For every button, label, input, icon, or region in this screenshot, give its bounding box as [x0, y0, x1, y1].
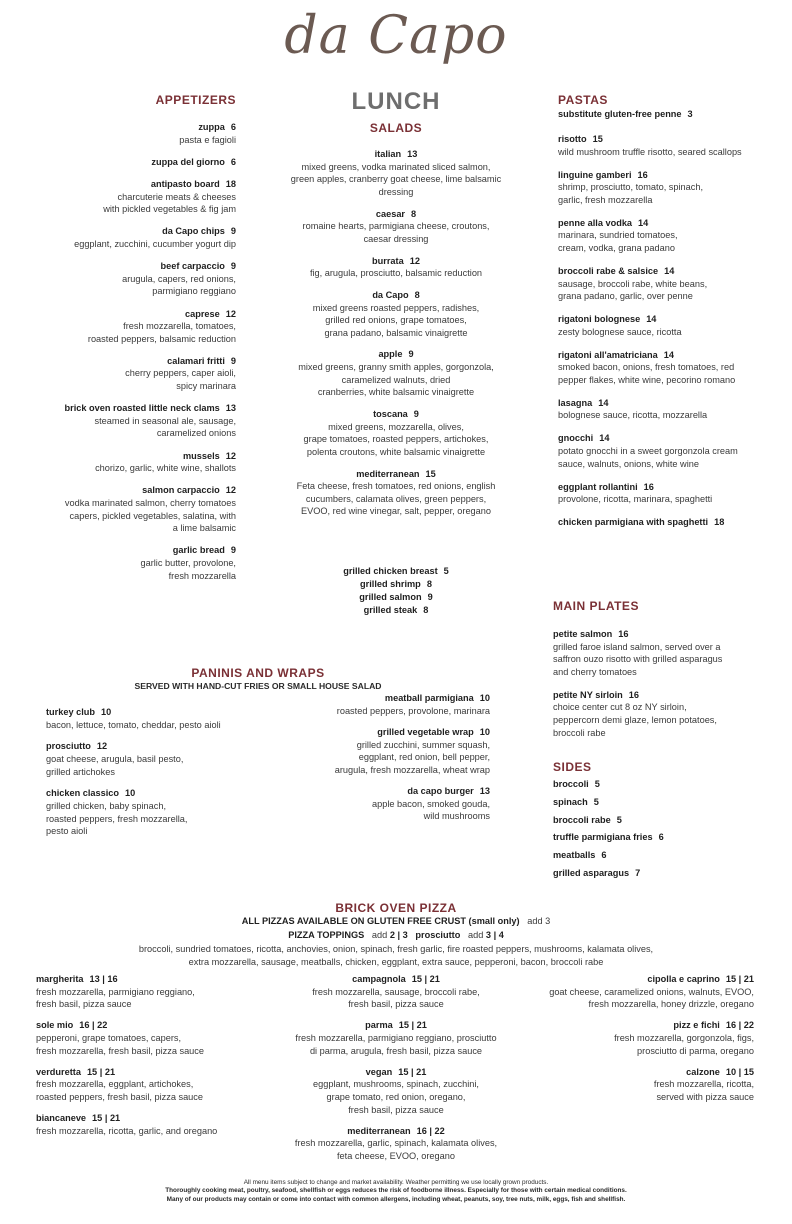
menu-item-price: 15	[425, 468, 436, 479]
menu-item	[262, 408, 530, 458]
appetizers-list	[10, 121, 236, 582]
menu-item	[46, 706, 286, 731]
menu-item	[280, 692, 490, 717]
menu-item-price: 15 | 21	[92, 1113, 121, 1124]
menu-item-price: 13	[479, 786, 490, 797]
menu-item-name: mediterranean	[347, 1125, 411, 1136]
menu-item-price: 12	[225, 308, 236, 319]
menu-item-name: parma	[365, 1020, 393, 1031]
menu-item	[260, 1066, 532, 1116]
menu-item-price: 8	[423, 604, 429, 615]
menu-item-description: caramelized onions	[156, 428, 236, 439]
menu-item-price: 8	[411, 208, 417, 219]
menu-item-name: salmon carpaccio	[142, 485, 220, 496]
menu-item-price: 5	[593, 796, 599, 807]
menu-item-name: grilled chicken breast	[343, 566, 438, 576]
menu-item-description: zesty bolognese sauce, ricotta	[558, 326, 682, 337]
menu-item-name: mussels	[182, 450, 220, 461]
menu-item-description: steamed in seasonal ale, sausage,	[94, 415, 236, 426]
menu-item-name: campagnola	[352, 974, 406, 984]
menu-item	[553, 796, 788, 809]
menu-item	[262, 289, 530, 339]
menu-item-description: cucumbers, calamata olives, green peppers,	[305, 493, 487, 504]
appetizers-heading: APPETIZERS	[155, 93, 236, 107]
menu-item	[300, 565, 492, 578]
menu-item-name: da Capo chips	[162, 226, 225, 237]
menu-item-description: green apples, cranberry goat cheese, lime balsamic	[290, 174, 502, 185]
menu-item-description: grana padano, garlic, over penne	[558, 291, 693, 302]
restaurant-logo: da Capo	[284, 6, 508, 66]
menu-item-name: da capo burger	[407, 786, 474, 797]
menu-item-price: 12	[225, 485, 236, 496]
menu-item-description: pepper flakes, white wine, pecorino romano	[558, 374, 736, 385]
menu-item-description: fresh mozzarella, ricotta, garlic, and oregano	[36, 1125, 218, 1136]
menu-item-description: provolone, ricotta, marinara, spaghetti	[558, 494, 713, 505]
menu-item-description: with pickled vegetables & fig jam	[103, 204, 236, 215]
menu-item	[10, 355, 236, 393]
menu-item	[10, 260, 236, 298]
menu-item-price: 16 | 22	[725, 1020, 754, 1031]
menu-item-price: 9	[230, 261, 236, 272]
menu-item-description: served with pizza sauce	[656, 1091, 754, 1102]
menu-item-name: gnocchi	[558, 433, 594, 444]
menu-item-price: 15 | 21	[411, 974, 440, 984]
footer-line-2: Thoroughly cooking meat, poultry, seafood, shellfish or eggs reduces the risk of foodborne illness. Especially for those with certain medical conditions.	[165, 1187, 627, 1195]
menu-item-description: choice center cut 8 oz NY sirloin,	[553, 702, 687, 713]
menu-item-price: 14	[663, 349, 674, 360]
menu-item-description: spicy marinara	[176, 381, 236, 392]
menu-item	[10, 484, 236, 534]
menu-item-name: chicken classico	[46, 788, 120, 799]
menu-item-name: grilled steak	[363, 604, 418, 615]
menu-item-description: grilled chicken, baby spinach,	[46, 800, 167, 811]
menu-item-description: cherry peppers, caper aioli,	[125, 368, 236, 379]
menu-item-price: 9	[408, 349, 414, 360]
menu-item-description: goat cheese, caramelized onions, walnuts, EVOO,	[549, 986, 754, 997]
menu-item-name: margherita	[36, 974, 84, 984]
footer-line-1: All menu items subject to change and market availability. Weather permitting we use locally grown products.	[243, 1179, 549, 1186]
menu-item-description: fresh mozzarella, honey drizzle, oregano	[588, 999, 754, 1010]
menu-item-description: fresh mozzarella, parmigiano reggiano,	[36, 986, 195, 997]
menu-item-description: bolognese sauce, ricotta, mozzarella	[558, 410, 708, 421]
menu-item-name: penne alla vodka	[558, 217, 633, 228]
menu-item	[558, 397, 788, 422]
menu-item-name: antipasto board	[150, 178, 220, 189]
menu-item-description: pasta e fagioli	[179, 134, 236, 145]
menu-item-name: caesar	[375, 208, 405, 219]
menu-item-price: 6	[230, 122, 236, 132]
menu-item-description: EVOO, red wine vinegar, salt, pepper, oregano	[301, 506, 491, 517]
menu-item	[558, 133, 788, 158]
menu-item-price: 6	[601, 850, 607, 861]
menu-item-price: 13 | 16	[89, 974, 118, 984]
menu-item-name: grilled salmon	[359, 591, 422, 602]
menu-item-description: capers, pickled vegetables, salatina, with	[69, 510, 236, 521]
menu-item	[300, 604, 492, 617]
menu-item-price: 14	[598, 397, 609, 408]
menu-item-price: 10	[101, 707, 112, 717]
menu-item-description: roasted peppers, fresh basil, pizza sauce	[36, 1091, 203, 1102]
menu-item-price: 5	[616, 814, 622, 825]
menu-item-description: cranberries, white balsamic vinaigrette	[317, 387, 475, 398]
menu-item-name: chicken parmigiana with spaghetti	[558, 517, 709, 528]
menu-item-price: 14	[646, 314, 657, 325]
menu-item-description: parmigiano reggiano	[152, 286, 236, 297]
menu-item-description: and cherry tomatoes	[553, 666, 637, 677]
menu-item-price: 9	[230, 355, 236, 366]
menu-item	[558, 432, 788, 470]
menu-item-description: goat cheese, arugula, basil pesto,	[46, 753, 184, 764]
menu-item	[36, 1112, 276, 1137]
menu-item	[36, 973, 276, 1011]
menu-item-description: fig, arugula, prosciutto, balsamic reduction	[309, 268, 483, 279]
menu-item-name: verduretta	[36, 1066, 81, 1077]
menu-item	[558, 217, 788, 255]
menu-item-price: 9	[230, 545, 236, 556]
menu-item-price: 8	[426, 578, 432, 589]
menu-item-description: grana padano, balsamic vinaigrette	[324, 327, 468, 338]
menu-item	[300, 591, 492, 604]
pizza-center-list	[260, 973, 532, 1163]
menu-item	[553, 831, 788, 844]
menu-item-price: 14	[638, 217, 649, 228]
menu-item-price: 16 | 22	[79, 1020, 108, 1031]
menu-item-name: broccoli rabe & salsice	[558, 265, 659, 276]
menu-item-description: fresh mozzarella, gorgonzola, figs,	[614, 1032, 754, 1043]
menu-item	[262, 255, 530, 280]
menu-item-description: grape tomato, red onion, oregano,	[326, 1091, 466, 1102]
menu-item-name: toscana	[373, 409, 408, 420]
menu-item	[262, 148, 530, 198]
menu-item-description: fresh mozzarella, parmigiano reggiano, prosciutto	[295, 1032, 497, 1043]
menu-item-description: wild mushroom truffle risotto, seared scallops	[558, 146, 742, 157]
menu-item-name: vegan	[365, 1066, 393, 1077]
menu-item-description: roasted peppers, provolone, marinara	[336, 705, 490, 716]
menu-item	[10, 308, 236, 346]
menu-item-description: di parma, arugula, fresh basil, pizza sauce	[309, 1045, 483, 1056]
menu-item-price: 15 | 21	[398, 1020, 427, 1031]
menu-item-name: rigatoni bolognese	[558, 314, 641, 325]
menu-item-name: truffle parmigiana fries	[553, 832, 653, 843]
menu-item-description: grape tomatoes, roasted peppers, artichokes,	[303, 434, 489, 445]
menu-item	[10, 156, 236, 169]
menu-item	[558, 313, 788, 338]
menu-item-name: risotto	[558, 134, 587, 144]
menu-item-price: 10 | 15	[725, 1066, 754, 1077]
menu-item	[553, 689, 788, 739]
sides-list	[553, 778, 788, 880]
menu-item	[553, 814, 788, 827]
menu-item	[520, 1019, 754, 1057]
menu-item	[46, 787, 286, 837]
menu-item-name: petite NY sirloin	[553, 689, 623, 700]
menu-item-description: fresh basil, pizza sauce	[348, 1104, 444, 1115]
menu-item-name: lasagna	[558, 397, 593, 408]
menu-item-description: mixed greens, granny smith apples, gorgonzola,	[298, 362, 494, 373]
menu-item-name: broccoli rabe	[553, 814, 611, 825]
footer-line-3: Many of our products may contain or come into contact with common allergens, including wheat, peanuts, soy, tree nuts, milk, eggs, fish and shellfish.	[166, 1195, 626, 1203]
menu-item	[553, 849, 788, 862]
menu-item	[262, 468, 530, 518]
menu-item-description: grilled red onions, grape tomatoes,	[325, 315, 467, 326]
menu-item-price: 9	[413, 409, 419, 420]
menu-item-description: grilled zucchini, summer squash,	[356, 739, 490, 750]
menu-item-description: fresh basil, pizza sauce	[348, 999, 444, 1010]
menu-item-description: arugula, capers, red onions,	[122, 273, 236, 284]
menu-item	[260, 1019, 532, 1057]
menu-item-name: biancaneve	[36, 1113, 87, 1124]
salads-list	[262, 148, 530, 518]
menu-item-description: garlic butter, provolone,	[140, 557, 236, 568]
menu-item-price: 5	[594, 779, 600, 789]
pizza-right-list	[520, 973, 754, 1104]
menu-item-description: fresh basil, pizza sauce	[36, 999, 132, 1010]
menu-item-description: smoked bacon, onions, fresh tomatoes, red	[558, 362, 735, 373]
menu-item-description: peppercorn demi glaze, lemon potatoes,	[553, 714, 717, 725]
menu-item-price: 14	[599, 433, 610, 444]
menu-item-description: sausage, broccoli rabe, white beans,	[558, 278, 708, 289]
menu-item-name: meatball parmigiana	[384, 693, 474, 703]
menu-item-price: 16	[643, 481, 654, 492]
menu-item-description: grilled artichokes	[46, 766, 115, 777]
menu-item-name: pizz e fichi	[673, 1020, 720, 1031]
menu-item-description: fresh mozzarella, fresh basil, pizza sauce	[36, 1045, 204, 1056]
menu-item-description: fresh mozzarella	[168, 570, 236, 581]
menu-item-description: eggplant, red onion, bell pepper,	[358, 752, 490, 763]
menu-item	[10, 178, 236, 216]
menu-item-name: da Capo	[372, 289, 409, 300]
menu-item	[520, 1066, 754, 1104]
menu-item-description: grilled faroe island salmon, served over a	[553, 641, 721, 652]
menu-item-description: mixed greens, mozzarella, olives,	[328, 421, 464, 432]
paninis-left-list	[46, 706, 286, 838]
menu-item-name: beef carpaccio	[160, 261, 225, 272]
menu-item-description: caesar dressing	[363, 233, 429, 244]
menu-item	[46, 740, 286, 778]
menu-item	[10, 402, 236, 440]
menu-item-price: 10	[125, 788, 136, 799]
menu-item	[300, 578, 492, 591]
pizza-heading: BRICK OVEN PIZZA	[335, 901, 457, 915]
menu-title: LUNCH	[351, 88, 441, 115]
menu-item-price: 12	[409, 255, 420, 266]
menu-item-price: 13	[407, 149, 418, 159]
menu-item-name: eggplant rollantini	[558, 481, 638, 492]
menu-item	[262, 348, 530, 398]
menu-item-price: 7	[635, 867, 641, 878]
menu-item-name: sole mio	[36, 1020, 74, 1031]
gluten-free-crust-note: ALL PIZZAS AVAILABLE ON GLUTEN FREE CRUST (small only) add 3	[241, 916, 551, 926]
menu-item-price: 16	[628, 689, 640, 700]
menu-item-description: marinara, sundried tomatoes,	[558, 230, 678, 241]
menu-item	[558, 516, 788, 529]
menu-item-description: bacon, lettuce, tomato, cheddar, pesto aioli	[46, 719, 221, 730]
menu-item-price: 9	[230, 226, 236, 237]
menu-item	[553, 628, 788, 678]
menu-item-name: linguine gamberi	[558, 169, 632, 180]
menu-item-description: shrimp, prosciutto, tomato, spinach,	[558, 182, 704, 193]
menu-item-description: fresh mozzarella, tomatoes,	[123, 321, 236, 332]
menu-item-price: 16 | 22	[416, 1125, 445, 1136]
menu-item	[10, 544, 236, 582]
pizza-toppings-pricing: PIZZA TOPPINGS add 2 | 3 prosciutto add 3 | 4	[288, 930, 504, 940]
menu-item-description: saffron ouzo risotto with grilled asparagus	[553, 654, 723, 665]
menu-item	[520, 973, 754, 1011]
menu-item	[36, 1019, 276, 1057]
menu-item-price: 10	[479, 693, 490, 703]
menu-item	[260, 1125, 532, 1163]
pizza-left-list	[36, 973, 276, 1137]
menu-item-name: caprese	[185, 308, 220, 319]
menu-item-name: calamari fritti	[167, 355, 225, 366]
menu-item-name: zuppa	[198, 122, 225, 132]
menu-item	[558, 265, 788, 303]
menu-item-price: 6	[658, 832, 664, 843]
menu-item-description: cream, vodka, grana padano	[558, 242, 675, 253]
pizza-toppings-list: broccoli, sundried tomatoes, ricotta, anchovies, onion, spinach, fresh garlic, fire roasted peppers, mushrooms, kalamata olives, extra mozzarella, sausage, meatballs, chicken, eggplant, extra sauce, pepperoni, bacon, broccoli rabe	[138, 944, 654, 967]
salads-heading: SALADS	[369, 121, 423, 135]
menu-item-description: charcuterie meats & cheeses	[117, 191, 236, 202]
menu-item-description: roasted peppers, balsamic reduction	[87, 333, 236, 344]
menu-item-price: 15 | 21	[398, 1066, 427, 1077]
menu-item-description: mixed greens, vodka marinated sliced salmon,	[301, 161, 491, 172]
menu-item-price: 18	[225, 178, 236, 189]
sides-heading: SIDES	[553, 760, 592, 774]
main-plates-list	[553, 628, 788, 739]
menu-item-name: prosciutto	[46, 741, 91, 752]
menu-item-description: eggplant, zucchini, cucumber yogurt dip	[74, 238, 236, 249]
menu-item	[558, 349, 788, 387]
menu-item	[10, 121, 236, 146]
menu-item-name: grilled shrimp	[360, 578, 421, 589]
menu-item-name: turkey club	[46, 707, 96, 717]
pastas-list	[558, 133, 788, 529]
menu-item-description: arugula, fresh mozzarella, wheat wrap	[334, 764, 490, 775]
menu-item-description: Feta cheese, fresh tomatoes, red onions, english	[296, 481, 496, 492]
menu-item-name: zuppa del giorno	[151, 156, 225, 167]
menu-item-description: pepperoni, grape tomatoes, capers,	[36, 1032, 182, 1043]
menu-item-description: fresh mozzarella, ricotta,	[653, 1079, 754, 1090]
menu-item-name: calzone	[686, 1066, 720, 1077]
menu-item-description: fresh mozzarella, garlic, spinach, kalamata olives,	[294, 1138, 498, 1149]
menu-item-price: 15 | 21	[86, 1066, 116, 1077]
menu-item-description: mixed greens roasted peppers, radishes,	[312, 302, 480, 313]
menu-item-description: prosciutto di parma, oregano	[637, 1045, 754, 1056]
menu-item-description: apple bacon, smoked gouda,	[372, 798, 490, 809]
menu-item	[262, 208, 530, 246]
menu-item	[280, 726, 490, 776]
menu-item-description: feta cheese, EVOO, oregano	[337, 1150, 455, 1161]
menu-item-price: 8	[414, 289, 420, 300]
menu-item-price: 15	[592, 134, 603, 144]
menu-item-description: broccoli rabe	[553, 727, 606, 738]
menu-item-description: potato gnocchi in a sweet gorgonzola cream	[558, 446, 738, 457]
menu-item-price: 14	[664, 265, 675, 276]
menu-item-name: garlic bread	[172, 545, 225, 556]
gluten-free-penne-note: substitute gluten-free penne 3	[558, 109, 693, 119]
menu-item	[558, 169, 788, 207]
menu-item-description: romaine hearts, parmigiana cheese, croutons,	[302, 221, 490, 232]
menu-item-name: mediterranean	[356, 468, 420, 479]
paninis-heading: PANINIS AND WRAPS	[191, 666, 325, 680]
menu-item-price: 13	[225, 403, 236, 414]
pastas-heading: PASTAS	[558, 93, 608, 107]
menu-item-name: burrata	[372, 255, 404, 266]
menu-item-name: rigatoni all'amatriciana	[558, 349, 658, 360]
main-plates-heading: MAIN PLATES	[553, 599, 639, 613]
menu-item-price: 9	[427, 591, 433, 602]
menu-item	[553, 778, 788, 791]
menu-item-price: 16	[637, 169, 648, 180]
menu-item-name: petite salmon	[553, 629, 613, 639]
menu-item-description: vodka marinated salmon, cherry tomatoes	[64, 498, 236, 508]
menu-item-price: 18	[714, 517, 725, 528]
menu-item-description: dressing	[378, 186, 414, 197]
menu-item-price: 10	[479, 726, 490, 737]
menu-item-price: 5	[443, 566, 449, 576]
menu-item-name: grilled asparagus	[553, 867, 630, 878]
menu-item-name: italian	[374, 149, 402, 159]
menu-item-name: grilled vegetable wrap	[377, 726, 474, 737]
paninis-right-list	[280, 692, 490, 823]
menu-item-name: apple	[378, 349, 403, 360]
menu-item-name: meatballs	[553, 850, 596, 861]
menu-item	[553, 867, 788, 880]
menu-item-name: brick oven roasted little neck clams	[64, 403, 220, 414]
menu-item	[280, 785, 490, 823]
menu-item-description: roasted peppers, fresh mozzarella,	[46, 813, 188, 824]
menu-item-price: 16	[618, 629, 629, 639]
menu-item-description: pesto aioli	[46, 826, 88, 837]
menu-item-description: fresh mozzarella, eggplant, artichokes,	[36, 1079, 194, 1090]
menu-item-description: garlic, fresh mozzarella	[558, 194, 653, 205]
menu-item-description: fresh mozzarella, sausage, broccoli rabe,	[312, 986, 480, 997]
menu-item-price: 12	[225, 450, 236, 461]
menu-item-description: polenta croutons, white balsamic vinaigrette	[306, 446, 486, 457]
menu-item	[10, 450, 236, 475]
menu-item-description: wild mushrooms	[423, 811, 490, 822]
menu-item-description: caramelized walnuts, dried	[341, 374, 451, 385]
menu-item	[558, 481, 788, 506]
menu-item-price: 6	[230, 156, 236, 167]
menu-item	[10, 225, 236, 250]
menu-item-description: sauce, walnuts, onions, white wine	[558, 458, 699, 469]
menu-item-price: 15 | 21	[725, 974, 754, 984]
menu-item-description: a lime balsamic	[172, 523, 236, 534]
menu-item	[260, 973, 532, 1011]
legal-footer	[0, 1179, 792, 1204]
salad-addons	[300, 565, 492, 617]
menu-item	[36, 1066, 276, 1104]
paninis-subtitle: SERVED WITH HAND-CUT FRIES OR SMALL HOUSE SALAD	[134, 681, 382, 691]
menu-item-name: cipolla e caprino	[647, 974, 720, 984]
menu-item-name: broccoli	[553, 779, 589, 789]
menu-item-description: eggplant, mushrooms, spinach, zucchini,	[313, 1079, 479, 1090]
menu-item-price: 12	[96, 741, 108, 752]
menu-item-description: chorizo, garlic, white wine, shallots	[95, 463, 236, 474]
menu-item-name: spinach	[553, 796, 588, 807]
